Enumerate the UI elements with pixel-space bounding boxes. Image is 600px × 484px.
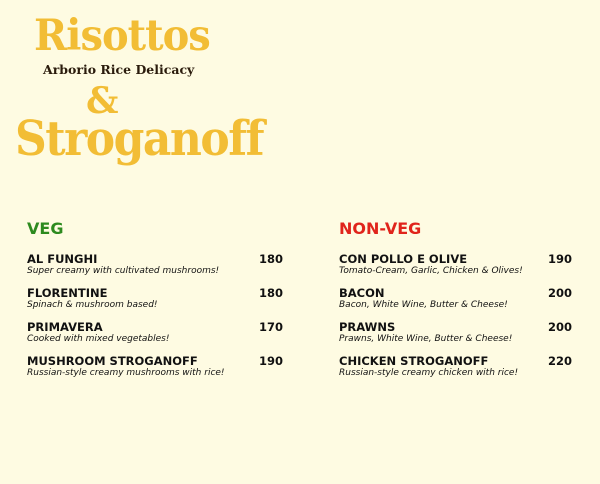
veg-menu-list [27, 252, 283, 388]
item-price: 200 [547, 286, 572, 300]
veg-section-title: VEG [27, 219, 64, 238]
item-name: PRAWNS [339, 320, 396, 334]
menu-item-primavera [27, 320, 283, 354]
item-price: 180 [258, 252, 283, 266]
item-name: PRIMAVERA [27, 320, 103, 334]
item-description: Bacon, White Wine, Butter & Cheese! [339, 300, 508, 310]
item-description: Cooked with mixed vegetables! [27, 334, 170, 344]
item-price: 190 [547, 252, 572, 266]
item-description: Tomato-Cream, Garlic, Chicken & Olives! [339, 266, 523, 276]
item-price: 180 [258, 286, 283, 300]
item-price: 200 [547, 320, 572, 334]
menu-item-al-funghi [27, 252, 283, 286]
menu-item-con-pollo-e-olive [339, 252, 572, 286]
subtitle: Arborio Rice Delicacy [43, 62, 195, 77]
item-name: MUSHROOM STROGANOFF [27, 354, 198, 368]
item-name: CHICKEN STROGANOFF [339, 354, 489, 368]
menu-item-florentine [27, 286, 283, 320]
title-risottos: Risottos [34, 10, 210, 61]
item-name: AL FUNGHI [27, 252, 98, 266]
menu-item-chicken-stroganoff [339, 354, 572, 388]
item-price: 190 [258, 354, 283, 368]
item-price: 220 [547, 354, 572, 368]
menu-item-bacon [339, 286, 572, 320]
item-name: CON POLLO E OLIVE [339, 252, 468, 266]
nonveg-section-title: NON-VEG [339, 219, 422, 238]
item-description: Super creamy with cultivated mushrooms! [27, 266, 220, 276]
item-description: Russian-style creamy mushrooms with rice! [27, 368, 225, 378]
item-description: Spinach & mushroom based! [27, 300, 158, 310]
item-description: Russian-style creamy chicken with rice! [339, 368, 519, 378]
title-stroganoff: Stroganoff [15, 112, 264, 168]
item-name: FLORENTINE [27, 286, 108, 300]
title-ampersand: & [86, 80, 118, 122]
item-name: BACON [339, 286, 385, 300]
item-price: 170 [258, 320, 283, 334]
menu-item-prawns [339, 320, 572, 354]
nonveg-menu-list [339, 252, 572, 388]
menu-item-mushroom-stroganoff [27, 354, 283, 388]
item-description: Prawns, White Wine, Butter & Cheese! [339, 334, 513, 344]
